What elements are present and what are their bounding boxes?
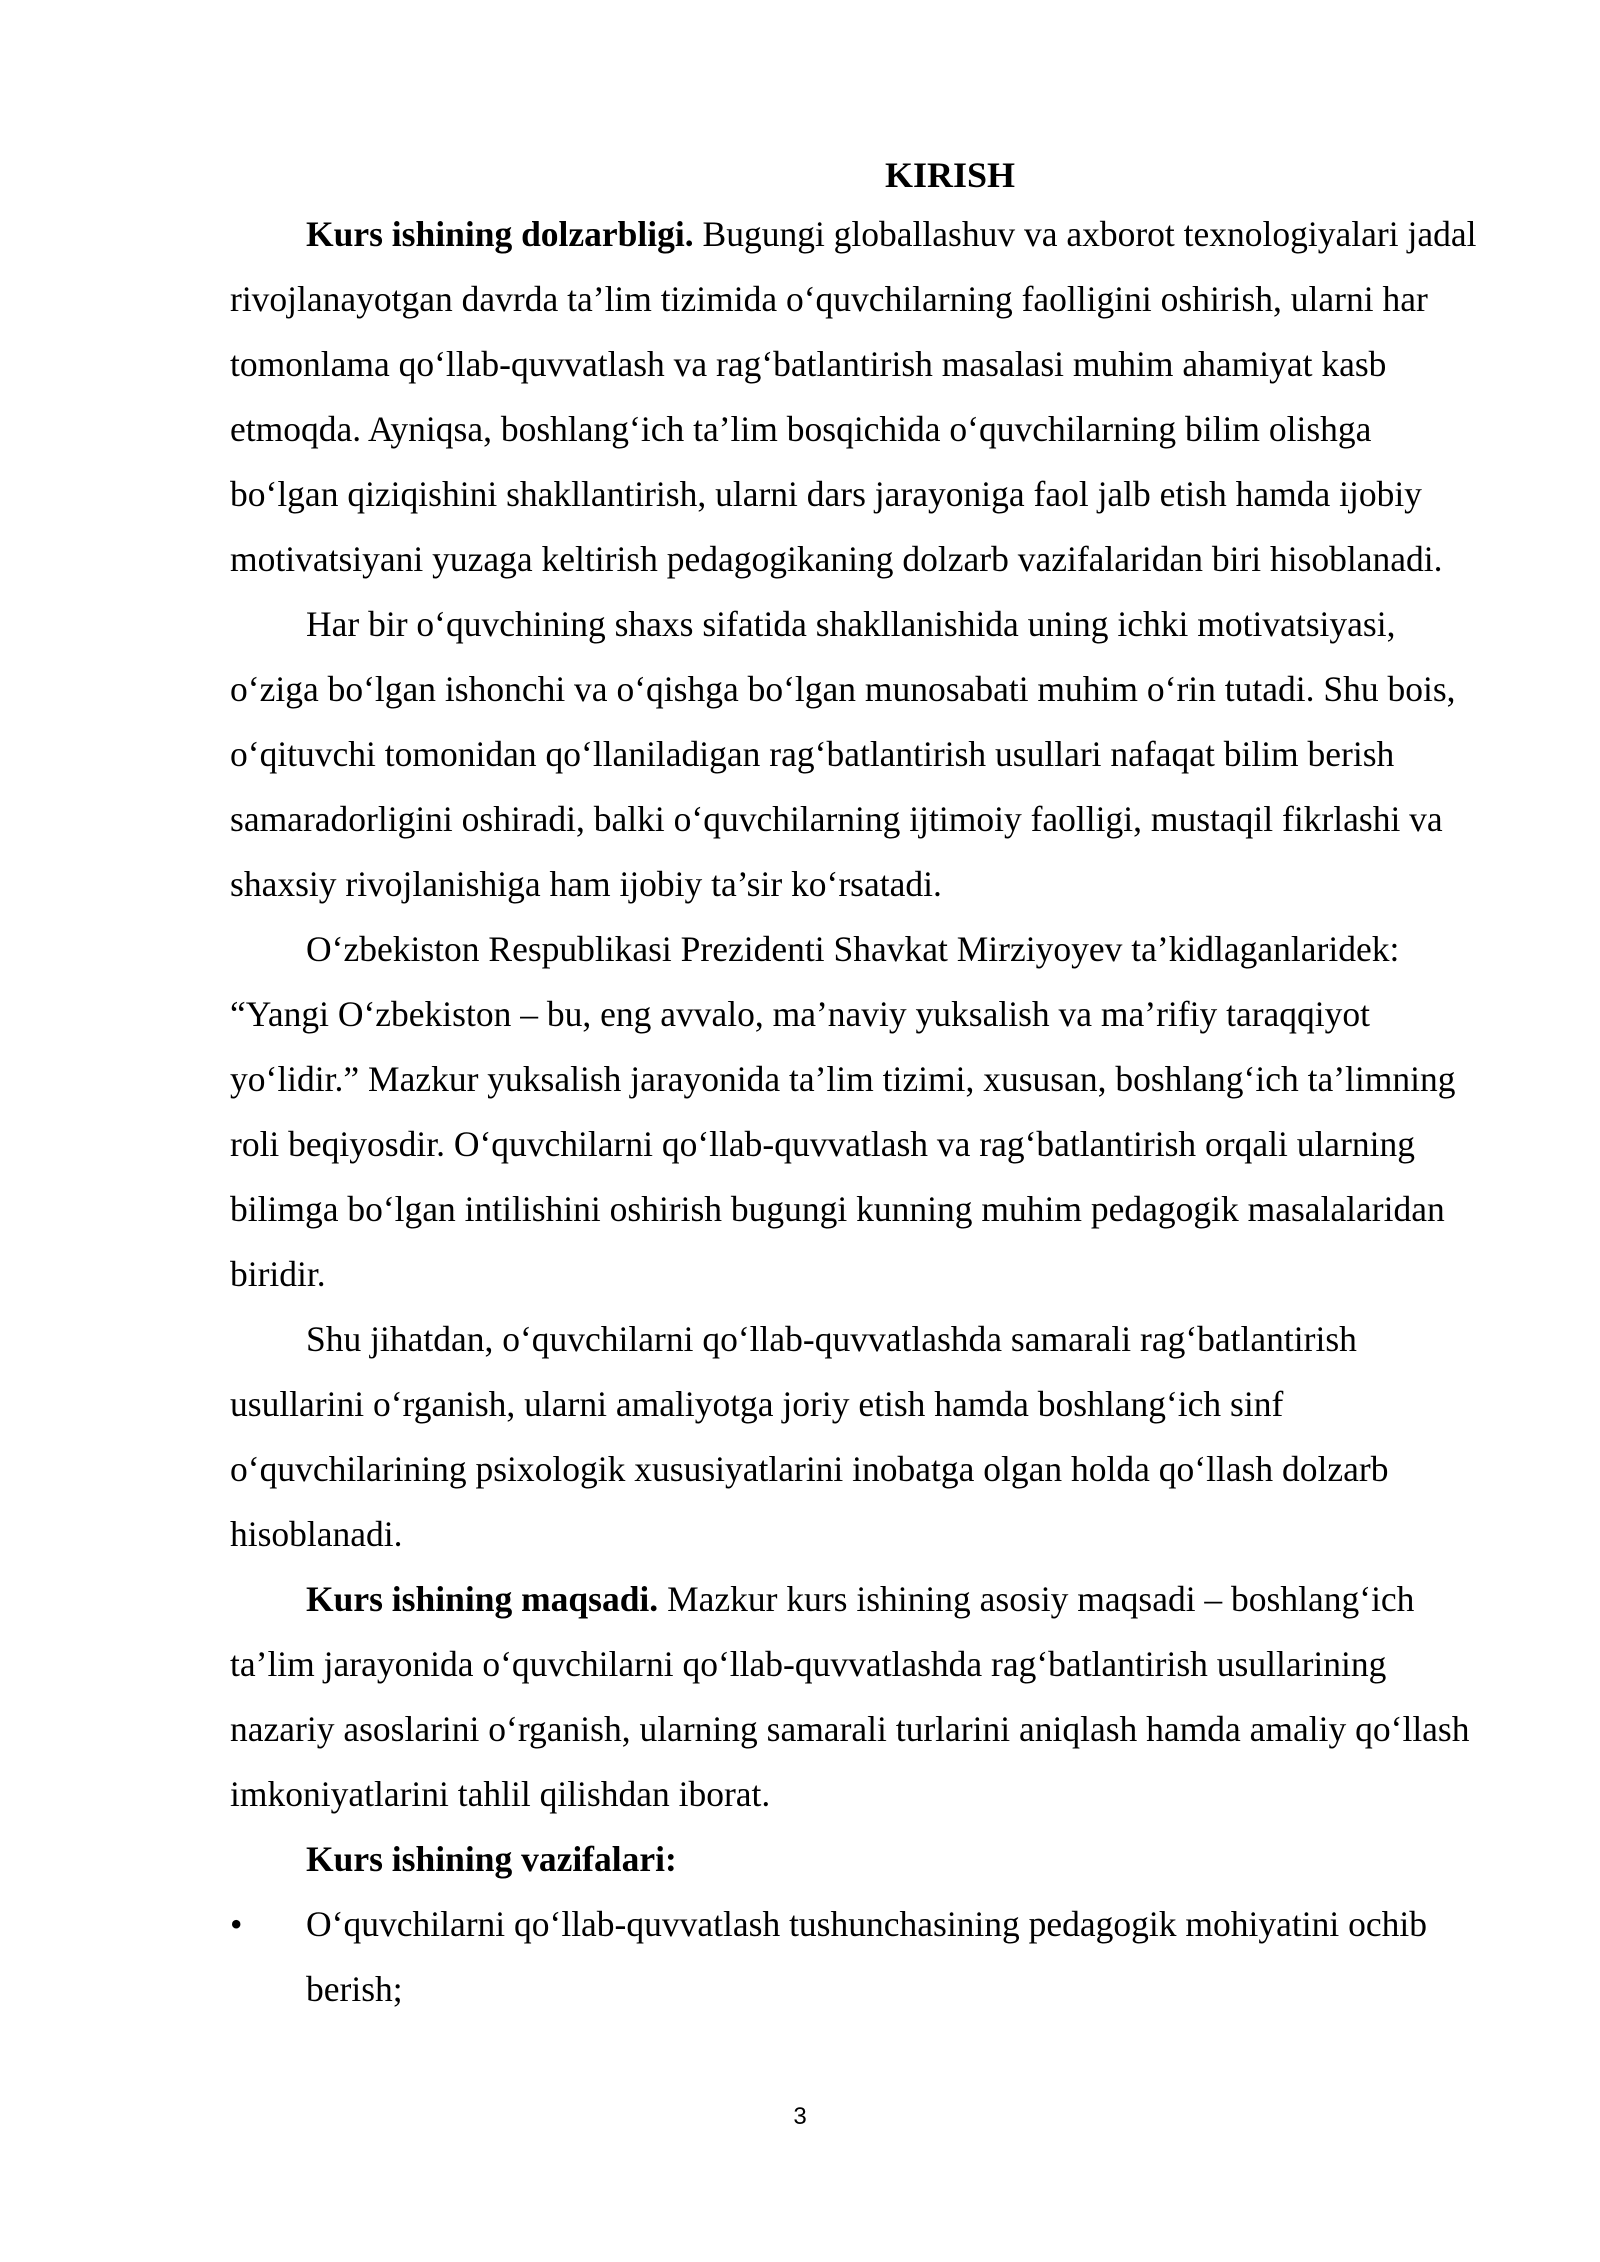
paragraph-lead: Kurs ishining maqsadi. (306, 1579, 659, 1619)
document-page (230, 148, 1480, 2022)
paragraph-text: O‘zbekiston Respublikasi Prezidenti Shavkat Mirziyoyev ta’kidlaganlaridek: “Yangi O‘zbekiston – bu, eng avvalo, ma’naviy yuksalish va ma’rifiy taraqqiyot yo‘lidir.” Mazkur yuksalish jarayonida ta’lim tizimi, xususan, boshlang‘ich ta’limning roli beqiyosdir. O‘quvchilarni qo‘llab-quvvatlash va rag‘batlantirish orqali ularning bilimga bo‘lgan intilishini oshirish bugungi kunning muhim pedagogik masalalaridan biridir. (230, 929, 1456, 1294)
paragraph-relevance (230, 202, 1480, 592)
tasks-list (230, 1892, 1480, 2022)
page-number: 3 (793, 2103, 807, 2130)
paragraph-relevance-conclusion (230, 1307, 1480, 1567)
list-item (230, 1892, 1480, 2022)
tasks-heading: Kurs ishining vazifalari: (306, 1839, 677, 1879)
paragraph-text: Mazkur kurs ishining asosiy maqsadi – boshlang‘ich ta’lim jarayonida o‘quvchilarni qo‘llab-quvvatlashda rag‘batlantirish usullarining nazariy asoslarini o‘rganish, ularning samarali turlarini aniqlash hamda amaliy qo‘llash imkoniyatlarini tahlil qilishdan iborat. (230, 1579, 1470, 1814)
bullet-icon: • (230, 1904, 243, 1944)
paragraph-goal (230, 1567, 1480, 1827)
paragraph-text: Bugungi globallashuv va axborot texnologiyalari jadal rivojlanayotgan davrda ta’lim tizimida o‘quvchilarning faolligini oshirish, ularni har tomonlama qo‘llab-quvvatlash va rag‘batlantirish masalasi muhim ahamiyat kasb etmoqda. Ayniqsa, boshlang‘ich ta’lim bosqichida o‘quvchilarning bilim olishga bo‘lgan qiziqishini shakllantirish, ularni dars jarayoniga faol jalb etish hamda ijobiy motivatsiyani yuzaga keltirish pedagogikaning dolzarb vazifalaridan biri hisoblanadi. (230, 214, 1477, 579)
paragraph-motivation (230, 592, 1480, 917)
paragraph-text: Har bir o‘quvchining shaxs sifatida shakllanishida uning ichki motivatsiyasi, o‘ziga bo‘lgan ishonchi va o‘qishga bo‘lgan munosabati muhim o‘rin tutadi. Shu bois, o‘qituvchi tomonidan qo‘llaniladigan rag‘batlantirish usullari nafaqat bilim berish samaradorligini oshiradi, balki o‘quvchilarning ijtimoiy faolligi, mustaqil fikrlashi va shaxsiy rivojlanishiga ham ijobiy ta’sir ko‘rsatadi. (230, 604, 1456, 904)
paragraph-lead: Kurs ishining dolzarbligi. (306, 214, 694, 254)
paragraph-quote (230, 917, 1480, 1307)
paragraph-text: Shu jihatdan, o‘quvchilarni qo‘llab-quvvatlashda samarali rag‘batlantirish usullarini o‘rganish, ularni amaliyotga joriy etish hamda boshlang‘ich sinf o‘quvchilarining psixologik xususiyatlarini inobatga olgan holda qo‘llash dolzarb hisoblanadi. (230, 1319, 1389, 1554)
page-title: KIRISH (884, 155, 1016, 195)
list-item-text: O‘quvchilarni qo‘llab-quvvatlash tushunchasining pedagogik mohiyatini ochib berish; (306, 1904, 1427, 2009)
